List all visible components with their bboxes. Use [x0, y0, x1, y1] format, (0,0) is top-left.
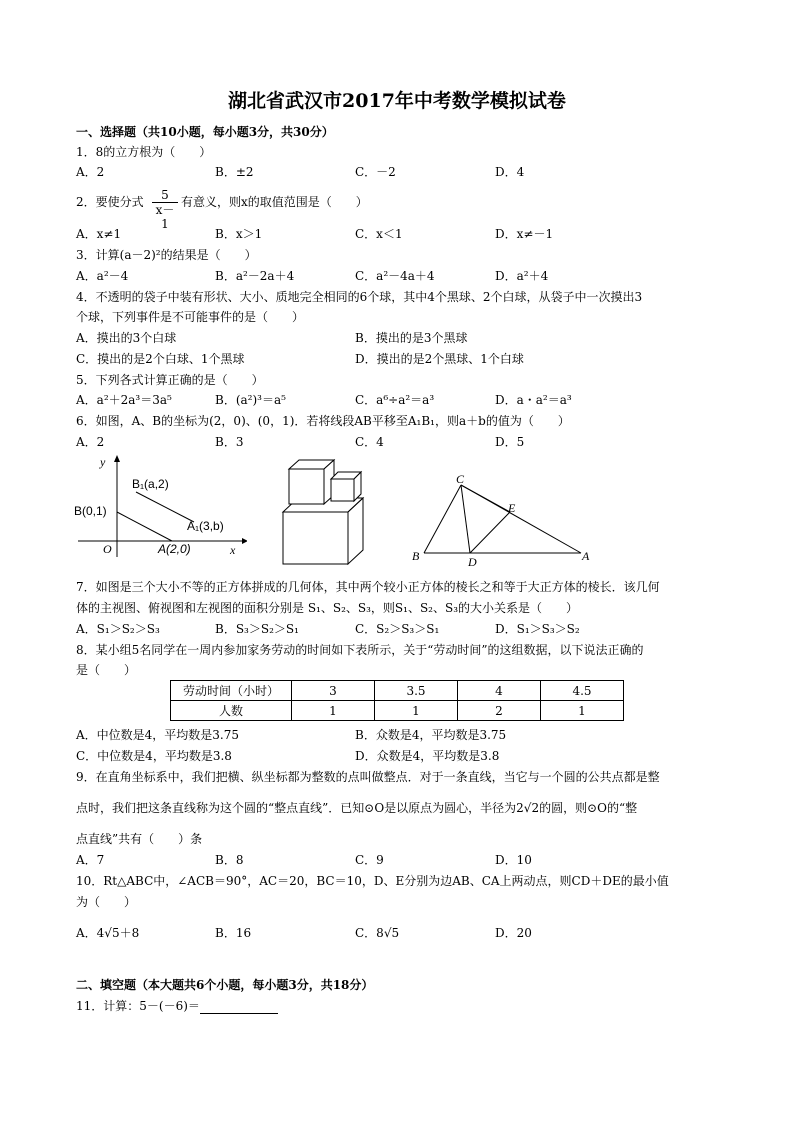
table-cell: 3 [292, 681, 375, 701]
q4-option-c: C．摸出的是2个白球、1个黑球 [76, 352, 245, 366]
cubes-figure [278, 452, 378, 568]
segment-cd [461, 485, 470, 553]
q3-option-c: C．a²－4a＋4 [355, 269, 435, 283]
question-7-stem-line1: 7．如图是三个大小不等的正方体拼成的几何体，其中两个较小正方体的棱长之和等于大正方体的棱长．该几何 [76, 580, 660, 594]
q3-option-a: A．a²－4 [76, 269, 129, 283]
q7-option-c: C．S₂＞S₃＞S₁ [355, 622, 440, 636]
question-3-stem: 3．计算(a－2)²的结果是（ ） [76, 248, 257, 262]
q6-option-b: B．3 [215, 435, 244, 449]
fraction-expression [152, 188, 178, 231]
question-7-stem-line2: 体的主视图、俯视图和左视图的面积分别是 S₁、S₂、S₃，则S₁、S₂、S₃的大小关系是（ ） [76, 601, 579, 615]
q10-option-b: B．16 [215, 926, 252, 940]
q2-option-d: D．x≠－1 [495, 227, 554, 241]
point-b-label: B(0,1) [74, 504, 107, 518]
q2-option-b: B．x＞1 [215, 227, 263, 241]
vertex-b-label: B [412, 549, 420, 563]
q10-option-a: A．4√5＋8 [76, 926, 140, 940]
question-4-stem-line2: 个球，下列事件是不可能事件的是（ ） [76, 310, 305, 324]
point-e-label: E [508, 501, 516, 515]
q4-option-d: D．摸出的是2个黑球、1个白球 [355, 352, 524, 366]
point-a-label: A(2,0) [158, 542, 191, 556]
q1-option-a: A．2 [76, 165, 105, 179]
fraction-denominator: x－1 [155, 203, 175, 231]
vertex-a-label: A [582, 549, 590, 563]
big-cube-side [348, 498, 363, 564]
table-row [171, 701, 624, 721]
question-5-stem: 5．下列各式计算正确的是（ ） [76, 373, 264, 387]
question-6-stem: 6．如图，A、B的坐标为(2，0)、(0，1)．若将线段AB平移至A₁B₁，则a＋b的值为（ ） [76, 414, 570, 428]
q10-option-d: D．20 [495, 926, 532, 940]
q9-option-c: C．9 [355, 853, 384, 867]
question-2-stem-post: 有意义，则x的取值范围是（ ） [181, 195, 368, 209]
q7-option-b: B．S₃＞S₂＞S₁ [215, 622, 299, 636]
table-cell: 2 [458, 701, 541, 721]
q2-option-c: C．x＜1 [355, 227, 403, 241]
point-b1-label: B₁(a,2) [132, 477, 169, 491]
table-header-count: 人数 [171, 701, 292, 721]
table-cell: 1 [375, 701, 458, 721]
q8-option-a: A．中位数是4，平均数是3.75 [76, 728, 240, 742]
table-row [171, 681, 624, 701]
q1-option-d: D．4 [495, 165, 525, 179]
table-cell: 4.5 [541, 681, 624, 701]
segment-de [470, 512, 510, 553]
point-d-label: D [468, 555, 477, 569]
medium-cube-front [289, 469, 324, 504]
coordinate-figure [72, 452, 247, 562]
segment-ec [461, 485, 510, 512]
segment-a1b1 [136, 492, 194, 522]
question-2-stem-pre: 2．要使分式 [76, 195, 144, 209]
question-1-stem: 1．8的立方根为（ ） [76, 145, 212, 159]
segment-ab [117, 512, 172, 541]
q10-option-c: C．8√5 [355, 926, 400, 940]
q7-option-a: A．S₁＞S₂＞S₃ [76, 622, 160, 636]
q4-option-a: A．摸出的3个白球 [76, 331, 177, 345]
table-cell: 1 [541, 701, 624, 721]
section-heading-fill: 二、填空题（本大题共6个小题，每小题3分，共18分） [76, 978, 374, 992]
q3-option-b: B．a²－2a＋4 [215, 269, 295, 283]
point-a1-label: A₁(3,b) [187, 519, 224, 533]
fraction-numerator: 5 [152, 188, 178, 203]
y-label: y [100, 455, 106, 469]
triangle-figure [408, 470, 598, 570]
q4-option-b: B．摸出的是3个黑球 [355, 331, 468, 345]
x-label: x [230, 543, 236, 557]
q6-option-d: D．5 [495, 435, 525, 449]
x-axis-arrow [242, 538, 247, 544]
q8-option-b: B．众数是4，平均数是3.75 [355, 728, 507, 742]
q5-option-a: A．a²＋2a³＝3a⁵ [76, 393, 172, 407]
answer-blank[interactable] [200, 1001, 278, 1014]
question-4-stem-line1: 4．不透明的袋子中装有形状、大小、质地完全相同的6个球，其中4个黑球、2个白球，从袋子中一次摸出3 [76, 290, 643, 304]
question-10-stem-line2: 为（ ） [76, 895, 137, 909]
page-title: 湖北省武汉市2017年中考数学模拟试卷 [228, 90, 566, 112]
q5-option-d: D．a・a²＝a³ [495, 393, 572, 407]
table-header-time: 劳动时间（小时） [171, 681, 292, 701]
q1-option-b: B．±2 [215, 165, 254, 179]
q9-option-a: A．7 [76, 853, 105, 867]
q5-option-b: B．(a²)³＝a⁵ [215, 393, 286, 407]
origin-label: O [103, 542, 112, 556]
q5-option-c: C．a⁶÷a²＝a³ [355, 393, 435, 407]
q1-option-c: C．－2 [355, 165, 396, 179]
question-11 [76, 998, 278, 1014]
table-cell: 1 [292, 701, 375, 721]
question-8-stem-line2: 是（ ） [76, 663, 137, 677]
q2-option-a: A．x≠1 [76, 227, 122, 241]
question-8-stem-line1: 8．某小组5名同学在一周内参加家务劳动的时间如下表所示，关于“劳动时间”的这组数据，以下说法正确的 [76, 643, 644, 657]
labor-time-table [170, 680, 624, 721]
small-cube-front [331, 479, 354, 501]
table-cell: 3.5 [375, 681, 458, 701]
vertex-c-label: C [456, 472, 465, 486]
q9-option-b: B．8 [215, 853, 244, 867]
q9-option-d: D．10 [495, 853, 532, 867]
question-9-stem-line2: 点时，我们把这条直线称为这个圆的“整点直线”．已知⊙O是以原点为圆心，半径为2√2的圆，则⊙O的“整 [76, 801, 638, 815]
big-cube-front [283, 512, 348, 564]
q7-option-d: D．S₁＞S₃＞S₂ [495, 622, 580, 636]
side-cb [424, 485, 461, 553]
section-heading-choice: 一、选择题（共10小题，每小题3分，共30分） [76, 125, 334, 139]
y-axis-arrow [114, 455, 120, 462]
question-9-stem-line3: 点直线”共有（ ）条 [76, 832, 203, 846]
q8-option-c: C．中位数是4，平均数是3.8 [76, 749, 232, 763]
table-cell: 4 [458, 681, 541, 701]
q3-option-d: D．a²＋4 [495, 269, 549, 283]
q8-option-d: D．众数是4，平均数是3.8 [355, 749, 500, 763]
q6-option-a: A．2 [76, 435, 105, 449]
q6-option-c: C．4 [355, 435, 384, 449]
question-11-stem: 11．计算：5－(－6)＝ [76, 999, 200, 1013]
question-9-stem-line1: 9．在直角坐标系中，我们把横、纵坐标都为整数的点叫做整点．对于一条直线，当它与一个圆的公共点都是整 [76, 770, 660, 784]
question-10-stem-line1: 10．Rt△ABC中，∠ACB＝90°，AC＝20，BC＝10，D、E分别为边AB、CA上两动点，则CD＋DE的最小值 [76, 874, 669, 888]
